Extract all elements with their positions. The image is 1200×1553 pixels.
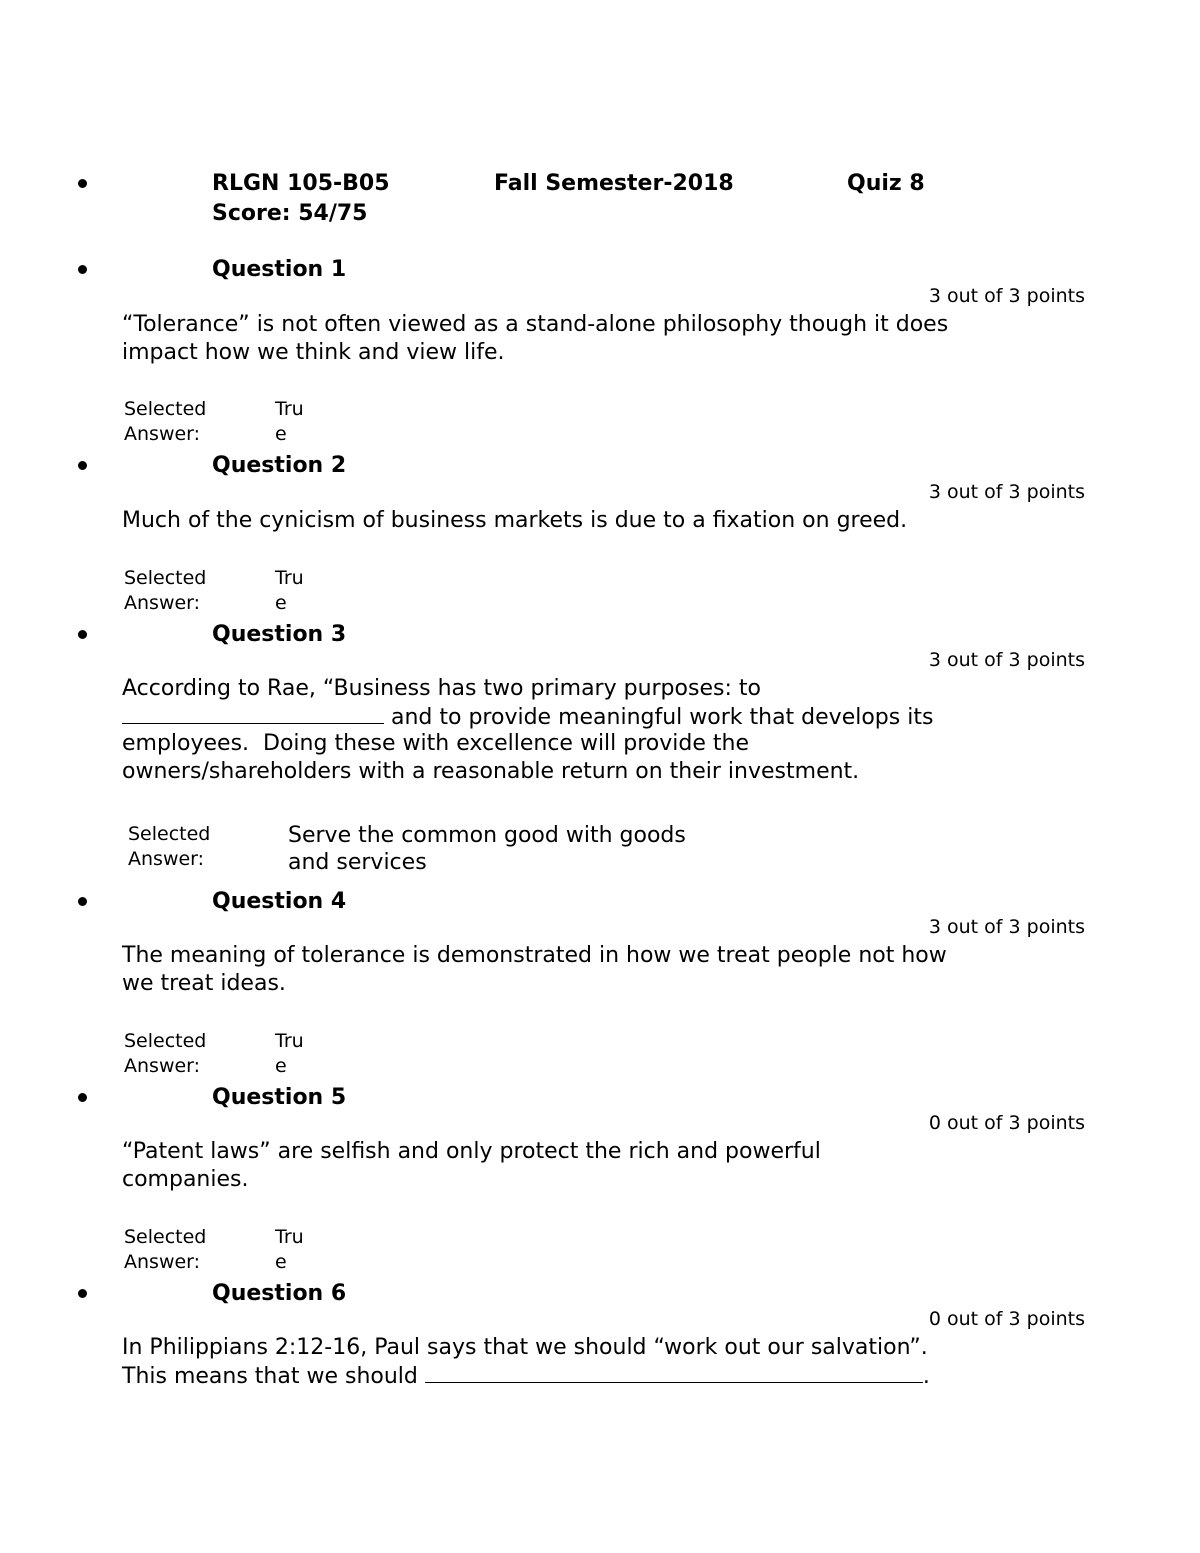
question-text-line: Much of the cynicism of business markets is due to a fixation on greed.: [122, 508, 908, 533]
question-text-line: owners/shareholders with a reasonable return on their investment.: [122, 758, 860, 784]
selected-answer-label: Selected Answer:: [124, 398, 207, 445]
bullet-icon: [78, 897, 87, 906]
question-text: [122, 675, 933, 785]
question-title: Question 1: [212, 257, 347, 282]
selected-answer-value: Tru e: [275, 567, 304, 614]
question-points: 0 out of 3 points: [928, 1308, 1085, 1330]
question-text-line: In Philippians 2:12-16, Paul says that we should “work out our salvation”.: [122, 1335, 928, 1360]
question-title: Question 3: [212, 622, 347, 647]
fill-in-blank: [122, 703, 384, 724]
selected-answer-label: Selected Answer:: [124, 1030, 207, 1077]
bullet-icon: [78, 1093, 87, 1102]
question-points: 0 out of 3 points: [928, 1112, 1085, 1134]
question-points: 3 out of 3 points: [928, 649, 1085, 671]
question-text: [122, 311, 948, 366]
question-title: Question 2: [212, 453, 347, 478]
question-text-line: employees. Doing these with excellence will provide the: [122, 731, 749, 756]
bullet-icon: [78, 630, 87, 639]
question-title: Question 4: [212, 889, 347, 914]
selected-answer-value: Tru e: [275, 398, 304, 445]
question-text-line: This means that we should .: [122, 1363, 930, 1389]
bullet-icon: [78, 461, 87, 470]
question-title: Question 5: [212, 1085, 347, 1110]
course-code: RLGN 105-B05: [212, 171, 390, 196]
bullet-icon: [78, 179, 87, 188]
question-text-line: “Patent laws” are selfish and only protect the rich and powerful: [122, 1139, 821, 1164]
quiz-title: Quiz 8: [847, 171, 925, 196]
question-points: 3 out of 3 points: [928, 481, 1085, 503]
bullet-icon: [78, 1289, 87, 1298]
question-points: 3 out of 3 points: [928, 916, 1085, 938]
selected-answer-label: Selected Answer:: [128, 823, 211, 870]
selected-answer-value: Serve the common good with goods and services: [288, 823, 686, 875]
question-text: [122, 507, 907, 535]
score: Score: 54/75: [212, 201, 368, 226]
question-text-line: companies.: [122, 1166, 249, 1192]
question-text: [122, 942, 947, 997]
selected-answer-value: Tru e: [275, 1030, 304, 1077]
selected-answer-value: Tru e: [275, 1226, 304, 1273]
question-text: [122, 1334, 930, 1389]
question-text-line: we treat ideas.: [122, 970, 286, 996]
selected-answer-label: Selected Answer:: [124, 1226, 207, 1273]
question-text-line: and to provide meaningful work that develops its: [122, 703, 933, 731]
semester: Fall Semester-2018: [494, 171, 734, 196]
question-text-line: impact how we think and view life.: [122, 339, 505, 365]
question-title: Question 6: [212, 1281, 347, 1306]
question-text-line: The meaning of tolerance is demonstrated in how we treat people not how: [122, 943, 947, 968]
selected-answer-label: Selected Answer:: [124, 567, 207, 614]
question-text-line: “Tolerance” is not often viewed as a stand-alone philosophy though it does: [122, 312, 949, 337]
question-points: 3 out of 3 points: [928, 285, 1085, 307]
question-text-line: According to Rae, “Business has two primary purposes: to: [122, 676, 761, 701]
bullet-icon: [78, 265, 87, 274]
fill-in-blank: [425, 1362, 923, 1383]
question-text: [122, 1138, 821, 1193]
